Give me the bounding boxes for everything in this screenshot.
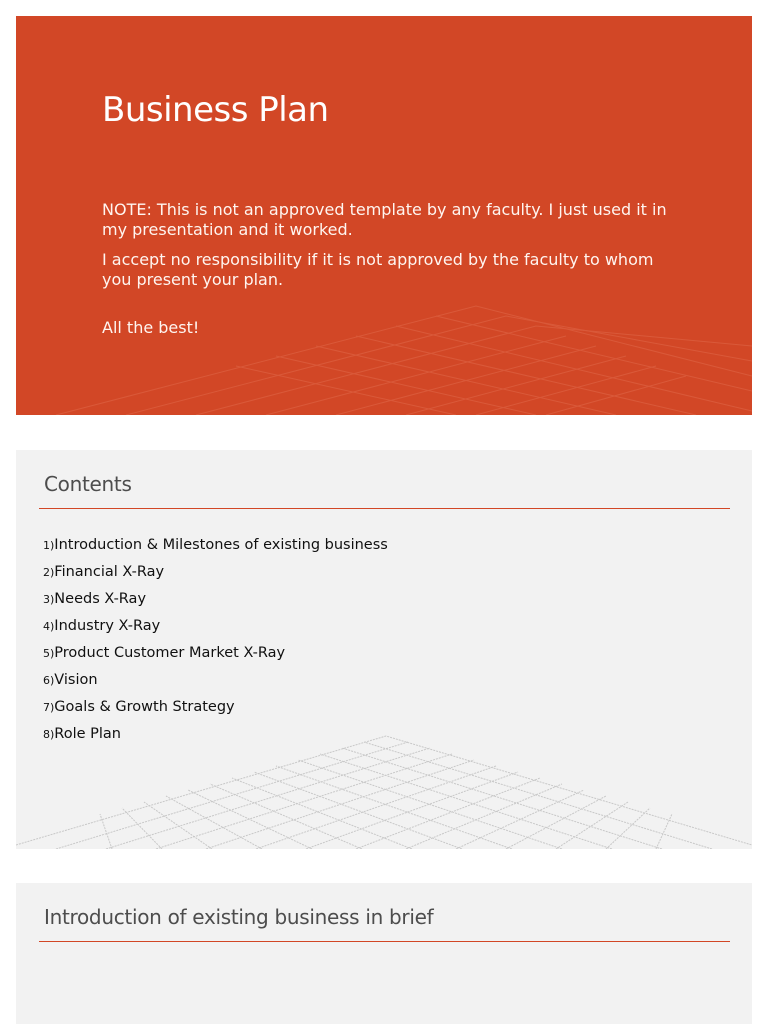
list-item	[43, 586, 388, 613]
contents-slide	[16, 450, 752, 849]
item-number: 5)	[43, 647, 55, 660]
item-number: 8)	[43, 728, 55, 741]
title-divider	[39, 941, 730, 942]
title-divider	[39, 508, 730, 509]
closing-text: All the best!	[102, 318, 200, 337]
item-number: 4)	[43, 620, 55, 633]
item-number: 3)	[43, 593, 55, 606]
introduction-slide	[16, 883, 752, 1024]
item-label: Role Plan	[54, 726, 121, 742]
item-number: 7)	[43, 701, 55, 714]
contents-list	[43, 532, 388, 748]
item-label: Needs X-Ray	[54, 591, 147, 607]
decorative-grid-floor	[16, 730, 752, 849]
item-label: Introduction & Milestones of existing business	[54, 537, 388, 553]
list-item	[43, 640, 388, 667]
disclaimer-text: I accept no responsibility if it is not approved by the faculty to whom you present your plan.	[102, 250, 654, 289]
slide-body	[102, 200, 682, 338]
slide-title: Business Plan	[102, 90, 329, 130]
item-label: Vision	[54, 672, 98, 688]
slide-title: Introduction of existing business in brief	[44, 905, 434, 929]
item-number: 1)	[43, 539, 55, 552]
item-label: Industry X-Ray	[54, 618, 161, 634]
item-label: Goals & Growth Strategy	[54, 699, 235, 715]
list-item	[43, 694, 388, 721]
slide-title: Contents	[44, 472, 132, 496]
list-item	[43, 667, 388, 694]
list-item	[43, 559, 388, 586]
item-label: Product Customer Market X-Ray	[54, 645, 286, 661]
note-text: NOTE: This is not an approved template by any faculty. I just used it in my presentation and it worked.	[102, 200, 667, 239]
title-slide	[16, 16, 752, 415]
list-item	[43, 613, 388, 640]
list-item	[43, 532, 388, 559]
item-number: 2)	[43, 566, 55, 579]
item-label: Financial X-Ray	[54, 564, 165, 580]
item-number: 6)	[43, 674, 55, 687]
